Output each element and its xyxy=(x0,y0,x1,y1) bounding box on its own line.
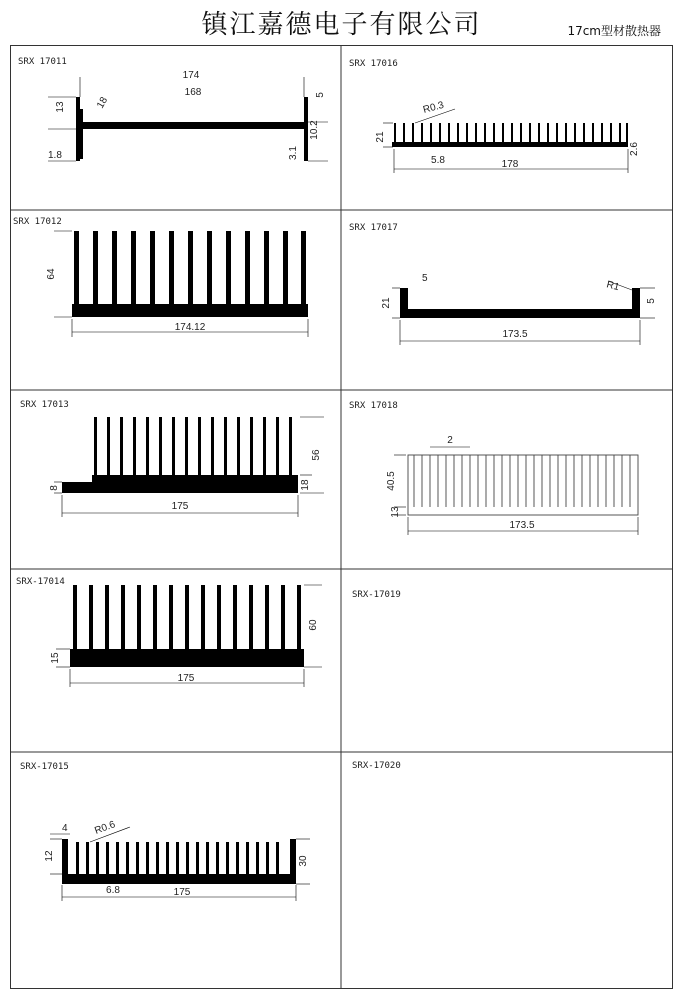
dim-17015-pitch: 6.8 xyxy=(106,885,120,896)
dim-17011-w-top: 174 xyxy=(182,70,200,81)
dim-17016-radius: R0.3 xyxy=(421,99,446,116)
dim-17017-left-w: 5 xyxy=(422,273,428,284)
dim-17011-right-small: 5 xyxy=(315,92,326,98)
cell-17020 xyxy=(352,761,401,771)
code-17011: SRX 17011 xyxy=(18,57,67,67)
code-17016: SRX 17016 xyxy=(349,59,398,69)
code-17015: SRX-17015 xyxy=(20,762,69,772)
product-grid xyxy=(10,45,673,990)
dim-17015-top-left: 4 xyxy=(62,823,68,834)
catalog-subtitle: 17cm型材散热器 xyxy=(567,24,661,38)
dim-17011-base-left: 1.8 xyxy=(48,150,62,161)
profile-17011 xyxy=(76,97,308,161)
cell-17019 xyxy=(352,590,401,600)
profile-17016 xyxy=(392,123,628,147)
code-17014: SRX-17014 xyxy=(16,577,65,587)
dim-17016-height: 21 xyxy=(375,131,386,143)
dim-17011-h-left: 13 xyxy=(55,101,66,113)
dim-17017-height: 21 xyxy=(381,297,392,309)
dim-17018-top: 2 xyxy=(447,435,453,446)
dim-17011-h-right: 10.2 xyxy=(309,120,320,140)
dim-17016-base: 2.6 xyxy=(629,142,640,156)
product-grid-svg xyxy=(10,45,673,990)
dim-17013-height: 56 xyxy=(311,449,322,461)
dim-17012-width: 174.12 xyxy=(174,322,206,333)
profile-17015 xyxy=(62,839,296,884)
dim-17017-right-h: 5 xyxy=(646,298,657,304)
cell-17013 xyxy=(20,400,324,517)
cell-17015 xyxy=(20,762,310,901)
dim-17016-width: 178 xyxy=(501,159,519,170)
code-17020: SRX-17020 xyxy=(352,761,401,771)
code-17013: SRX 17013 xyxy=(20,400,69,410)
cell-17018 xyxy=(349,401,638,535)
dim-17018-width: 173.5 xyxy=(509,520,535,531)
profile-17017 xyxy=(400,288,640,318)
dim-17018-base: 13 xyxy=(390,506,401,518)
cell-17012 xyxy=(13,217,308,337)
dim-17017-radius: R1 xyxy=(605,279,621,294)
cell-17011 xyxy=(18,57,328,161)
profile-17014 xyxy=(70,585,304,667)
dim-17015-left-h: 12 xyxy=(44,850,55,862)
dim-17012-height: 64 xyxy=(46,268,57,280)
dim-17011-fin: 18 xyxy=(95,95,111,111)
profile-17013 xyxy=(62,417,298,493)
dim-17015-radius: R0.6 xyxy=(93,819,117,837)
dim-17013-base: 18 xyxy=(300,479,311,491)
dim-17015-width: 175 xyxy=(173,887,191,898)
dim-17014-base: 15 xyxy=(50,652,61,664)
code-17012: SRX 17012 xyxy=(13,217,62,227)
profile-17018 xyxy=(408,455,638,515)
dim-17013-width: 175 xyxy=(171,501,189,512)
dim-17017-width: 173.5 xyxy=(502,329,528,340)
dim-17014-height: 60 xyxy=(308,619,319,631)
cell-17016 xyxy=(349,59,640,173)
dim-17014-width: 175 xyxy=(177,673,195,684)
code-17018: SRX 17018 xyxy=(349,401,398,411)
dim-17011-foot: 3.1 xyxy=(288,146,299,160)
code-17019: SRX-17019 xyxy=(352,590,401,600)
profile-17012 xyxy=(72,231,308,317)
dim-17013-left-base: 8 xyxy=(49,485,60,491)
dim-17018-height: 40.5 xyxy=(386,471,397,491)
dim-17011-w-inner: 168 xyxy=(184,87,202,98)
cell-17014 xyxy=(16,577,322,687)
page-title: 镇江嘉德电子有限公司 xyxy=(201,10,482,40)
grid-lines xyxy=(10,45,673,989)
code-17017: SRX 17017 xyxy=(349,223,398,233)
dim-17016-pitch: 5.8 xyxy=(431,155,445,166)
dim-17015-height: 30 xyxy=(298,855,309,867)
cell-17017 xyxy=(349,223,657,345)
